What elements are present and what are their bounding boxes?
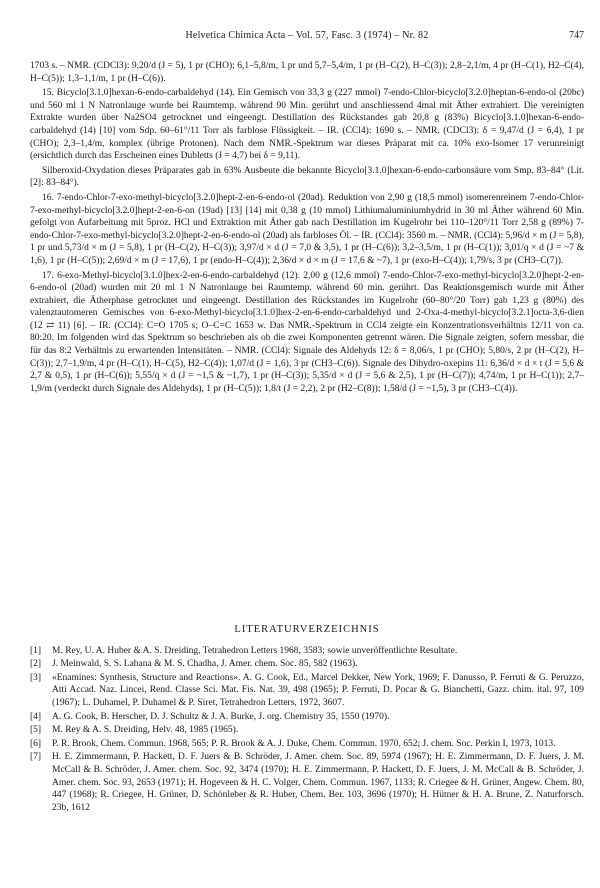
reference-number: [6] (30, 738, 42, 749)
reference-number: [5] (30, 725, 42, 736)
page-number: 747 (569, 30, 584, 41)
reference-number: [1] (30, 645, 42, 656)
paragraph-nmr-continuation: 1703 s. – NMR. (CDCl3): 9,20/d (J = 5), 1 pr (CHO); 6,1–5,8/m, 1 pr und 5,7–5,4/m, 1 pr (H–C(2), H–C(3)); 2,8–2,1/m, 4 pr (H–C(1), H2–C(4), H–C(5)); 1,3–1,1/m, 1 pr (H–C(6)). (30, 61, 584, 84)
references-section (30, 612, 584, 815)
paragraph-section-16: 16. 7-endo-Chlor-7-exo-methyl-bicyclo[3.2.0]hept-2-en-6-endo-ol (20ad). Reduktion von 2,90 g (18,5 mmol) isomerenreinem 7-endo-Chlor-7-exo-methyl-bicyclo[3.2.0]hept-2-en-6-on (19ad) [13] [14] mit 0,38 g (10 mmol) Lithiumaluminiumhydrid in 30 ml Äther während 60 Min. gefolgt von Aufarbeitung mit 5proz. HCl und Extraktion mit Äther gab nach Destillation im Kugelrohr bei 110–120°/11 Torr 2,58 g (89%) 7-endo-Chlor-7-exo-methyl-bicyclo[3.2.0]hept-2-en-6-endo-ol (20ad) als farbloses Öl. – IR. (CCl4): 3560 m. – NMR. (CCl4): 5,96/d × m (J = 5,8), 1 pr und 5,73/d × m (J = 5,8), 1 pr (H–C(2), H–C(3)); 3,97/d × d (J = 7,0 & 3,5), 1 pr (H–C(6)); 3,2–3,5/m, 1 pr (H–C(1)); 3,01/q × d (J = ~7 & 1,6), 1 pr (H–C(5)); 2,69/d × m (J = 17,6), 1 pr (endo-H–C(4)); 2,36/d × d × m (J = 17,6 & ~7), 1 pr (exo-H–C(4)); 1,79/s, 3 pr (CH3–C(7)). (30, 192, 584, 266)
reference-number: [7] (30, 752, 42, 763)
references-heading: LITERATURVERZEICHNIS (234, 624, 380, 635)
reference-text: «Enamines: Synthesis, Structure and Reactions». A. G. Cook, Ed., Marcel Dekker, New York, 1969; F. Danusso, P. Ferruti & G. Peruzzo, Atti Accad. Naz. Lincei, Rend. Classe Sci. Mat. Fis. Nat. 39, 498 (1965); P. Ferruti, D. Pocar & G. Bianchetti, Gazz. chim. ital. 97, 109 (1967); L. Duhamel, P. Duhamel & P. Siret, Tetrahedron Letters, 1972, 3607. (52, 672, 584, 708)
reference-text: A. G. Cook, B. Herscher, D. J. Schultz & J. A. Burke, J. org. Chemistry 35, 1550 (1970). (52, 711, 390, 722)
reference-item (30, 711, 584, 724)
paragraph-section-17: 17. 6-exo-Methyl-bicyclo[3.1.0]hex-2-en-6-endo-carbaldehyd (12). 2,00 g (12,6 mmol) 7-endo-Chlor-7-exo-methyl-bicyclo[3.2.0]hept-2-en-6-endo-ol (20ad) wurden mit 20 ml 1 N Natronlauge bei Raumtemp. während 60 min. gerührt. Das Reaktionsgemisch wurde mit Äther extrahiert, die Ätherphase getrocknet und eingeengt. Destillation des Rückstandes im Kugelrohr (60–80°/20 Torr) gab 1,23 g (80%) des valenztautomeren Gemisches von 6-exo-Methyl-bicyclo[3.1.0]hex-2-en-6-endo-carbaldehyd und 2-Oxa-4-methyl-bicyclo[3.2.1]octa-3,6-dien (12 ⇄ 11) [6]. – IR. (CCl4): C=O 1705 s; O–C=C 1653 w. Das NMR.-Spektrum in CCl4 zeigte ein Konzentrationsverhältnis 12/11 von ca. 80:20. Im folgenden wird das Spektrum so beschrieben als ob die zwei Komponenten getrennt wären. Die Signale zeigten, sofern messbar, die für das 8:2 Verhältnis zu erwartenden Intensitäten. – NMR. (CCl4): Signale des Aldehyds 12: δ = 8,06/s, 1 pr (CHO); 5,80/s, 2 pr (H–C(2), H–C(3)); 2,7–1,9/m, 4 pr (H–C(1), H–C(5), H2–C(4)); 1,07/d (J = 1,6), 3 pr (CH3–C(6)). Signale des Dihydro-oxepins 11: 6,36/d × d × t (J = 5,6 & 2,7 & 0,5), 1 pr (H–C(6)); 5,55/q × d (J = ~1,5 & ~1,7), 1 pr (H–C(3)); 5,35/d × d (J = 5,6 & 2,5), 1 pr (H–C(7)); 4,74/m, 1 pr H–C(1)); 2,7–1,9/m (verdeckt durch Signale des Aldehyds), 1 pr (H–C(5)); 1,8/t (J = 2,2), 2 pr (H2–C(8)); 1,58/d (J = ~1,5), 3 pr (CH3–C(4)). (30, 270, 584, 394)
reference-item (30, 738, 584, 751)
reference-item (30, 672, 584, 710)
paragraph-silver-oxidation: Silberoxid-Oxydation dieses Präparates gab in 63% Ausbeute die bekannte Bicyclo[3.1.0]hexan-6-endo-carbonsäure vom Smp. 83–84° (Lit. [2]: 83–84°). (30, 165, 584, 189)
running-head (30, 30, 584, 44)
journal-title: Helvetica Chimica Acta – Vol. 57, Fasc. 3 (1974) – Nr. 82 (185, 30, 429, 41)
reference-number: [4] (30, 711, 42, 722)
reference-item (30, 751, 584, 814)
paragraph-section-15: 15. Bicyclo[3.1.0]hexan-6-endo-carbaldehyd (14). Ein Gemisch von 33,3 g (227 mmol) 7-endo-Chlor-bicyclo[3.2.0]heptan-6-endo-ol (20bc) und 560 ml 1 N Natronlauge wurde bei Raumtemp. während 90 Min. gerührt und anschliessend 4mal mit Äther extrahiert. Die vereinigten Extrakte wurden über Na2SO4 getrocknet und eingeengt. Destillation des Rückstandes gab 20,8 g (83%) Bicyclo[3.1.0]hexan-6-endo-carbaldehyd (14) [10] vom Sdp. 60–61°/11 Torr als farblose Flüssigkeit. – IR. (CCl4): 1690 s. – NMR. (CDCl3): δ = 9,47/d (J = 6,4), 1 pr (CHO); 2,3–1,4/m, komplex (übrige Protonen). Nach dem NMR.-Spektrum war dieses Präparat mit ca. 10% exo-Isomer 17 verunreinigt (ersichtlich durch das Erscheinen eines Dubletts (J = 4,7) bei δ = 9,11). (30, 88, 584, 162)
reference-text: P. R. Brook, Chem. Commun. 1968, 565; P. R. Brook & A. J. Duke, Chem. Commun. 1970, 652; J. chem. Soc. Perkin I, 1973, 1013. (52, 738, 556, 749)
reference-item (30, 658, 584, 671)
reference-number: [2] (30, 659, 42, 670)
reference-text: J. Meinwald, S. S. Labana & M. S. Chadha, J. Amer. chem. Soc. 85, 582 (1963). (52, 659, 358, 670)
journal-page (30, 0, 584, 888)
experimental-text (30, 60, 584, 397)
reference-number: [3] (30, 672, 42, 683)
reference-item (30, 724, 584, 737)
reference-text: M. Rey, U. A. Huber & A. S. Dreiding, Tetrahedron Letters 1968, 3583; sowie unveröffentlichte Resultate. (52, 645, 458, 656)
reference-text: H. E. Zimmermann, P. Hackett, D. F. Juers & B. Schröder, J. Amer. chem. Soc. 89, 5974 (1967); H. E. Zimmermann, D. F. Juers, J. M. McCall & B. Schröder, J. Amer. chem. Soc. 92, 3474 (1970); H. E. Zimmermann, P. Hackett, D. F. Juers, J. M. McCall & B. Schröder, J. Amer. chem. Soc. 93, 2653 (1971); H. Hogeveen & H. C. Volger, Chem. Commun. 1967, 1133; R. Criegee & H. Grüner, Angew. Chem. 80, 447 (1968); R. Criegee, H. Grüner, D. Schönleber & R. Huber, Chem. Ber. 103, 3696 (1970); H. Hütner & H. A. Brune, Z. Naturforsch. 23b, 1612 (52, 752, 584, 813)
reference-item (30, 645, 584, 658)
reference-text: M. Rey & A. S. Dreiding, Helv. 48, 1985 (1965). (52, 725, 239, 736)
